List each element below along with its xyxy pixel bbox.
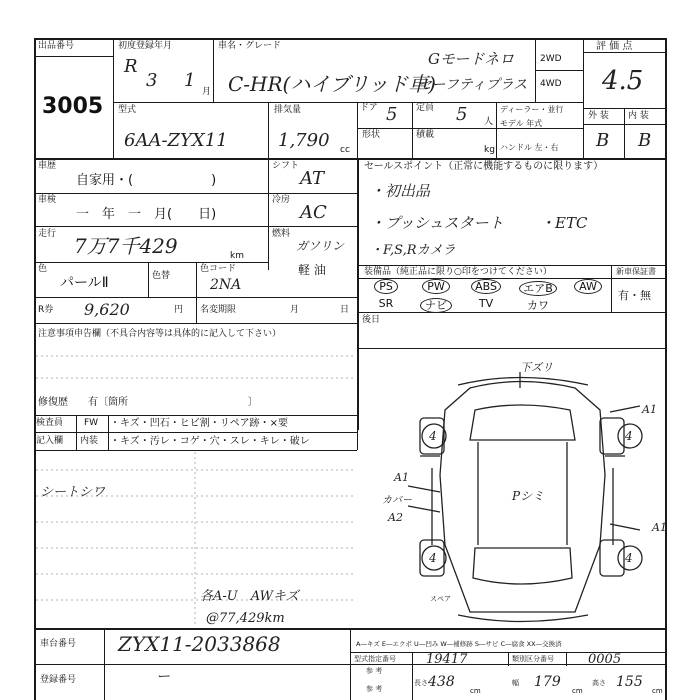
reg-year: 3: [146, 70, 158, 91]
notes-body: シートシワ: [40, 485, 106, 500]
fuel-diesel: 軽 油: [298, 263, 326, 277]
cm-label-3: cm: [652, 687, 663, 695]
reg-month-unit: 月: [202, 87, 212, 97]
repair-label: 修復歴 有〔箇所 〕: [38, 397, 258, 408]
lot-number: 3005: [42, 94, 104, 119]
handle-label: ハンドル 左・右: [500, 143, 559, 152]
wd4-label: 4WD: [540, 79, 562, 89]
displacement: 1,790: [278, 130, 330, 151]
writer-row: ・キズ・汚レ・コゲ・穴・スレ・キレ・破レ: [110, 436, 310, 447]
load-label: 積載: [416, 130, 435, 140]
naiso-label: 内装: [80, 436, 99, 446]
length-value: 438: [428, 674, 455, 690]
inspector-row: ・キズ・凹石・ヒビ割・リペア跡・×要: [110, 418, 288, 429]
equipment-pw-label: PW: [422, 279, 450, 294]
notes-mileage: @77,429km: [206, 611, 285, 626]
car-name: C-HR(ハイブリッド車): [228, 72, 436, 96]
category-no-label: 類別区分番号: [512, 655, 554, 663]
tire-rear-left: 4: [429, 551, 437, 565]
kg-label: kg: [484, 145, 495, 155]
cm-label-2: cm: [572, 687, 583, 695]
int-label: 内 装: [628, 111, 649, 121]
mark-center: Pシミ: [512, 489, 545, 503]
wd2-label: 2WD: [540, 54, 562, 64]
equipment-abs-label: ABS: [471, 279, 501, 294]
shift-value: AT: [300, 168, 325, 189]
rear-label: 後日: [362, 315, 381, 325]
capacity: 5: [456, 104, 468, 125]
tire-front-right: 4: [625, 429, 633, 443]
mark-a2: A2: [388, 511, 403, 524]
category-no: 0005: [588, 652, 622, 667]
shift-label: シフト: [272, 161, 300, 171]
reg-era: R: [124, 56, 138, 77]
reg-month: 1: [184, 70, 196, 91]
yen-label: 円: [174, 305, 184, 315]
recycle-value: 9,620: [84, 300, 130, 319]
aircon-value: AC: [300, 202, 327, 223]
score-label: 評 価 点: [596, 41, 633, 52]
first-reg-label: 初度登録年月: [118, 41, 173, 51]
int-grade: B: [638, 130, 652, 151]
car-name-label: 車名・グレード: [218, 41, 282, 51]
writer-label: 記入欄: [36, 436, 64, 446]
equipment-aw-label: AW: [574, 279, 602, 294]
doors: 5: [386, 104, 398, 125]
mark-a1-topright: A1: [642, 403, 657, 416]
sales-point-2: ・プッシュスタート: [370, 214, 504, 232]
chassis-number: ZYX11-2033868: [118, 632, 281, 656]
sales-point-4: ・F,S,Rカメラ: [370, 243, 456, 258]
equipment-leather: カワ: [527, 299, 549, 312]
notes-label: 注意事項申告欄（不具合内容等は具体的に記入して下さい）: [38, 329, 282, 339]
height-label: 高さ: [592, 679, 606, 687]
score-value: 4.5: [602, 66, 644, 96]
length-label: 長さ: [414, 679, 428, 687]
color-value: パールⅡ: [60, 275, 109, 291]
tire-front-left: 4: [429, 429, 437, 443]
capacity-unit: 人: [484, 117, 494, 127]
day-label: 日: [340, 305, 350, 315]
month-label: 月: [290, 305, 300, 315]
name-change-label: 名変期限: [200, 305, 237, 315]
equipment-airbag-label: エアB: [519, 281, 557, 296]
mark-spare: スペア: [430, 595, 451, 603]
width-label: 幅: [512, 679, 519, 687]
dealer-label: ディーラー・並行: [500, 105, 564, 114]
warranty-label: 新車保証書: [616, 267, 656, 276]
ref1-label: 参 考: [366, 667, 383, 675]
mark-a1-left: A1: [394, 471, 409, 484]
grade-line2: セーフティプラス: [418, 77, 528, 93]
ref2-label: 参 考: [366, 685, 383, 693]
history-value: 自家用・( ): [76, 173, 217, 188]
equipment-navi-label: ナビ: [420, 298, 452, 313]
chassis-label: 車台番号: [40, 639, 77, 649]
fuel-gas: ガソリン: [296, 239, 345, 253]
registration-label: 登録番号: [40, 675, 77, 685]
model-code: 6AA-ZYX11: [124, 130, 228, 151]
color-code-label: 色コード: [200, 264, 237, 274]
ext-label: 外 装: [588, 111, 609, 121]
type-designation-label: 型式指定番号: [354, 655, 396, 663]
lot-no-label: 出品番号: [38, 41, 75, 51]
color-code: 2NA: [210, 277, 242, 293]
shape-label: 形状: [362, 130, 381, 140]
displacement-label: 排気量: [274, 105, 302, 115]
warranty-value: 有・無: [618, 289, 651, 302]
mileage-value: 7万7千429: [74, 234, 178, 258]
model-year-label: モデル 年式: [500, 119, 543, 128]
mileage-label: 走行: [38, 229, 57, 239]
capacity-label: 定員: [416, 103, 435, 113]
equipment-tv: TV: [478, 297, 494, 310]
history-label: 車歴: [38, 161, 57, 171]
type-designation: 19417: [426, 652, 468, 667]
recycle-label: R券: [38, 305, 54, 315]
cm-label-1: cm: [470, 687, 481, 695]
inspector-label: 検査員: [36, 418, 64, 428]
doors-label: ドア: [360, 103, 378, 113]
color-change-label: 色替: [152, 271, 171, 281]
damage-legend: A―キズ E―エクボ U―凹み W―補修跡 S―サビ C―腐食 XX―交換済: [356, 640, 562, 648]
grade-line1: Gモードネロ: [428, 50, 515, 68]
width-value: 179: [534, 674, 561, 690]
height-value: 155: [616, 674, 643, 690]
fw-label: FW: [84, 418, 99, 428]
inspection-label: 車検: [38, 195, 57, 205]
displacement-unit: cc: [340, 145, 350, 155]
mark-kaba: カバー: [382, 495, 412, 506]
sales-points-label: セールスポイント（正常に機能するものに限ります）: [364, 161, 604, 172]
ext-grade: B: [596, 130, 610, 151]
mileage-unit: km: [230, 251, 244, 261]
tire-rear-right: 4: [625, 551, 633, 565]
sales-point-3: ・ETC: [540, 214, 588, 232]
model-code-label: 型式: [118, 105, 137, 115]
sales-point-1: ・初出品: [370, 182, 431, 200]
equipment-label: 装備品（純正品に限り○印をつけてください）: [364, 267, 552, 277]
registration-number: ー: [156, 669, 170, 685]
fuel-label: 燃料: [272, 229, 291, 239]
aircon-label: 冷房: [272, 195, 291, 205]
equipment-sr: SR: [378, 297, 394, 310]
notes-tire: 各A-U AWキズ: [200, 589, 299, 604]
color-label: 色: [38, 264, 48, 274]
equipment-ps-label: PS: [374, 279, 398, 294]
inspection-value: 一 年 一 月( 日): [76, 207, 217, 222]
diagram-bottom-label: 下ズリ: [520, 361, 553, 374]
mark-a1-right: A1: [652, 521, 667, 534]
